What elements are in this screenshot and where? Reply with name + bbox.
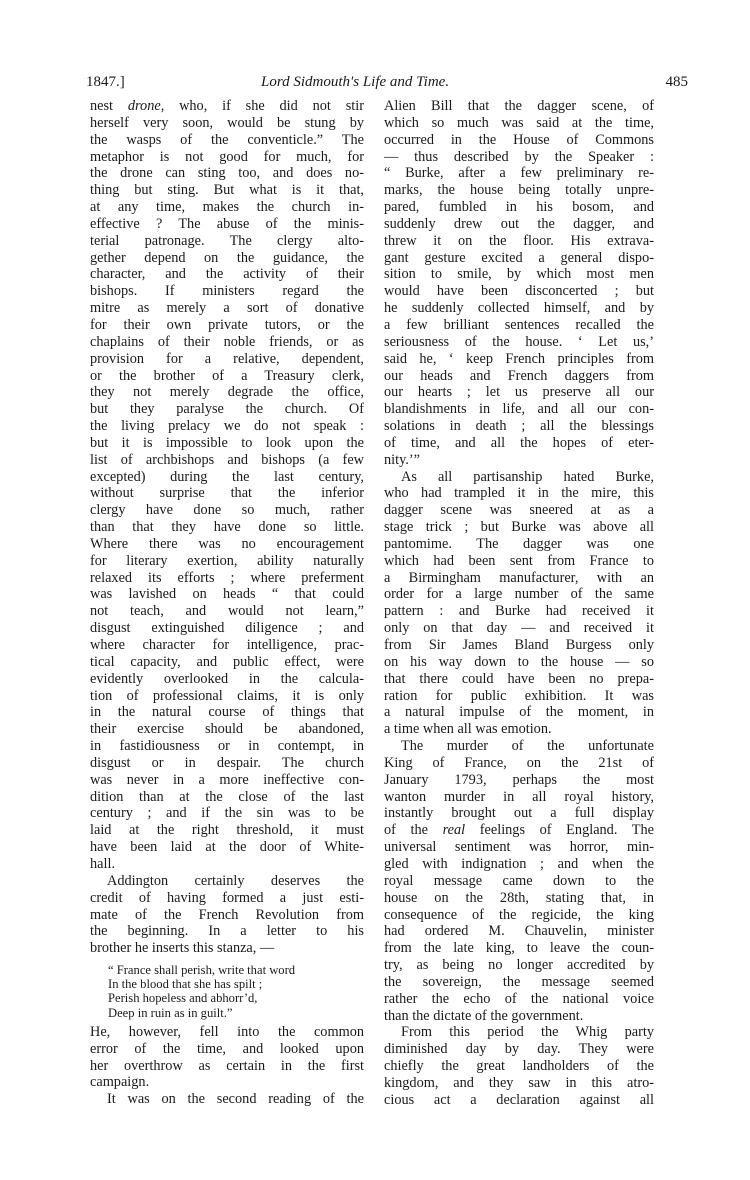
text-line: than that they have done so little. [90, 519, 364, 536]
text-line: excepted) during the last century, [90, 468, 364, 485]
text-line: disgust or in despair. The church [90, 754, 364, 771]
text-line: have been laid at the door of White- [90, 839, 364, 856]
text-line: Where there was no encouragement [90, 535, 364, 552]
text-line: the wasps of the conventicle.” The [90, 131, 364, 148]
text-line: campaign. [90, 1074, 150, 1091]
text-line: from the late king, to leave the coun- [384, 940, 654, 957]
paragraph-addington [90, 873, 364, 957]
text-line: century ; and if the sin was to be [90, 805, 364, 822]
text-line: It was on the second reading of the [107, 1091, 364, 1108]
text-line: January 1793, perhaps the most [384, 771, 654, 788]
text-line: Alien Bill that the dagger scene, of [384, 98, 654, 114]
text-line: not teach, and would not learn,” [90, 603, 364, 620]
text-line: He, however, fell into the common [90, 1023, 364, 1040]
paragraph-dagger-scene [384, 98, 654, 469]
text-line: was never in a more ineffective con- [90, 771, 364, 788]
text-line: the sovereign, the message seemed [384, 973, 654, 990]
paragraph-partisanship [384, 469, 654, 739]
text-line: — thus described by the Speaker : [384, 148, 654, 165]
paragraph-second-reading [90, 1091, 364, 1108]
verse-line: Perish hopeless and abhorr’d, [108, 991, 258, 1006]
text-line: As all partisanship hated Burke, [401, 468, 654, 485]
text-line: stage trick ; but Burke was above all [384, 519, 654, 536]
text-line: the drone can sting too, and does no- [90, 165, 364, 182]
text-line: that there could have been no prepa- [384, 670, 654, 687]
text-line: the beginning. In a letter to his [90, 923, 364, 940]
text-line: herself very soon, would be stung by [90, 114, 364, 131]
text-line: of time, and all the hopes of eter- [384, 434, 654, 451]
paragraph-common-error [90, 1024, 364, 1091]
verse-line: Deep in ruin as in guilt.” [108, 1005, 233, 1020]
text-line: their exercise should be abandoned, [90, 721, 364, 738]
text-line: pantomime. The dagger was one [384, 535, 654, 552]
paragraph-church-patronage [90, 98, 364, 873]
text-line: instantly brought out a full display [384, 805, 654, 822]
text-line: threw it on the floor. His extrava- [384, 232, 654, 249]
text-line: where character for intelligence, prac- [90, 637, 364, 653]
text-line: blandishments in life, and all our con- [384, 401, 654, 418]
text-line: from Sir James Bland Burgess only [384, 637, 654, 653]
text-line: laid at the right threshold, it must [90, 822, 364, 839]
text-line: ration for public exhibition. It was [384, 687, 654, 704]
text-line: tion of professional claims, it is only [90, 687, 364, 704]
text-line: From this period the Whig party [401, 1024, 654, 1041]
text-line: provision for a relative, dependent, [90, 350, 364, 367]
text-line: a Birmingham manufacturer, with an [384, 569, 654, 586]
text-line: of the real feelings of England. The [384, 822, 655, 839]
text-line: sition to smile, by which most men [384, 266, 654, 283]
text-line: hall. [90, 855, 116, 872]
text-line: solations in death ; all the blessings [384, 418, 654, 435]
text-line: said he, ‘ keep French principles from [384, 350, 654, 367]
text-line: clergy have done so much, rather [90, 502, 364, 519]
text-line: Addington certainly deserves the [107, 872, 364, 889]
text-line: thing but sting. But what is it that, [90, 182, 364, 199]
text-line: seriousness of the house. ‘ Let us,’ [384, 333, 654, 350]
text-line: on his way down to the house — so [384, 653, 654, 670]
text-line: for their own private tutors, or the [90, 316, 364, 333]
text-line: error of the time, and looked upon [90, 1040, 364, 1057]
text-line: or the brother of a Treasury clerk, [90, 367, 364, 384]
text-line: “ Burke, after a few preliminary re- [384, 165, 654, 182]
text-line: had ordered M. Chauvelin, minister [384, 923, 654, 940]
right-column [384, 98, 654, 1109]
text-line: nest drone, who, if she did not stir [90, 98, 364, 114]
text-line: King of France, on the 21st of [384, 754, 654, 771]
text-line: nity.’” [384, 451, 420, 468]
text-line: only on that day — and received it [384, 620, 654, 637]
text-line: without surprise that the inferior [90, 485, 364, 502]
text-line: who had trampled it in the mire, this [384, 485, 654, 502]
text-line: dition than at the close of the last [90, 788, 364, 805]
text-line: a few brilliant sentences recalled the [384, 316, 654, 333]
verse-stanza [90, 963, 364, 1020]
text-line: relaxed its efforts ; where preferment [90, 569, 364, 586]
text-line: chiefly the great landholders of the [384, 1058, 654, 1075]
text-line: the living prelacy we do not speak : [90, 418, 364, 435]
text-line: which had been sent from France to [384, 552, 654, 569]
text-line: royal message came down to the [384, 872, 654, 889]
text-line: which so much was said at the time, [384, 114, 654, 131]
text-line: disgust extinguished diligence ; and [90, 620, 364, 637]
header-title: Lord Sidmouth's Life and Time. [261, 74, 450, 90]
text-line: suddenly drew out the dagger, and [384, 215, 654, 232]
text-line: order for a large number of the same [384, 586, 654, 603]
text-line: diminished day by day. They were [384, 1041, 654, 1058]
text-line: would have been disconcerted ; but [384, 283, 654, 300]
paragraph-king-murder [384, 738, 654, 1024]
text-line: he suddenly collected himself, and by [384, 300, 654, 317]
text-line: metaphor is not good for much, for [90, 148, 364, 165]
verse-line: “ France shall perish, write that word [108, 963, 296, 978]
text-line: house on the 28th, stating that, in [384, 889, 654, 906]
text-line: in fastidiousness or in contempt, in [90, 738, 364, 755]
running-head [86, 74, 710, 94]
text-line: pared, fumbled in his bosom, and [384, 199, 654, 216]
text-line: they not merely degrade the office, [90, 384, 364, 401]
text-line: in the natural course of things that [90, 704, 364, 721]
text-line: kingdom, and they saw in this atro- [384, 1074, 654, 1091]
text-line: but it is impossible to look upon the [90, 434, 364, 451]
verse-line: In the blood that she has spilt ; [108, 977, 263, 992]
text-line: chaplains of their noble friends, or as [90, 333, 364, 350]
text-line: but they paralyse the church. Of [90, 401, 364, 418]
text-line: tical capacity, and public effect, were [90, 653, 364, 670]
text-line: character, and the activity of their [90, 266, 364, 283]
left-column [90, 98, 364, 1108]
text-line: than the dictate of the government. [384, 1007, 584, 1024]
text-line: marks, the house being totally unpre- [384, 182, 654, 199]
text-line: pattern : and Burke had received it [384, 603, 654, 620]
text-line: brother he inserts this stanza, — [90, 940, 275, 957]
text-line: gant gesture excited a general dispo- [384, 249, 654, 266]
text-line: for literary exertion, ability naturally [90, 552, 364, 569]
text-line: mate of the French Revolution from [90, 906, 364, 923]
text-line: gether depend on the guidance, the [90, 249, 364, 266]
text-line: effective ? The abuse of the minis- [90, 215, 364, 232]
text-line: occurred in the House of Commons [384, 131, 654, 148]
page-number: 485 [665, 74, 688, 90]
text-line: universal sentiment was horror, min- [384, 839, 654, 856]
text-line: our heads and French daggers from [384, 367, 654, 384]
text-line: dagger scene was sneered at as a [384, 502, 654, 519]
text-line: evidently overlooked in the calcula- [90, 670, 364, 687]
text-line: her overthrow as certain in the first [90, 1057, 364, 1074]
text-line: bishops. If ministers regard the [90, 283, 364, 300]
text-line: cious act a declaration against all [384, 1091, 654, 1108]
text-line: list of archbishops and bishops (a few [90, 451, 364, 468]
text-line: a natural impulse of the moment, in [384, 704, 654, 721]
text-line: mitre as merely a sort of donative [90, 300, 364, 317]
text-line: try, as being no longer accredited by [384, 957, 654, 974]
text-line: gled with indignation ; and when the [384, 855, 654, 872]
text-line: wanton murder in all royal history, [384, 788, 654, 805]
text-line: consequence of the regicide, the king [384, 906, 654, 923]
text-line: terial patronage. The clergy alto- [90, 232, 364, 249]
text-line: credit of having formed a just esti- [90, 889, 364, 906]
text-line: rather the echo of the national voice [384, 990, 654, 1007]
text-line: was lavished on heads “ that could [90, 586, 364, 603]
text-line: our hearts ; let us preserve all our [384, 384, 654, 401]
text-line: at any time, makes the church in- [90, 199, 364, 216]
text-line: a time when all was emotion. [384, 721, 552, 738]
paragraph-whig-party [384, 1024, 654, 1108]
header-year: 1847.] [86, 74, 125, 90]
text-line: The murder of the unfortunate [401, 738, 654, 755]
